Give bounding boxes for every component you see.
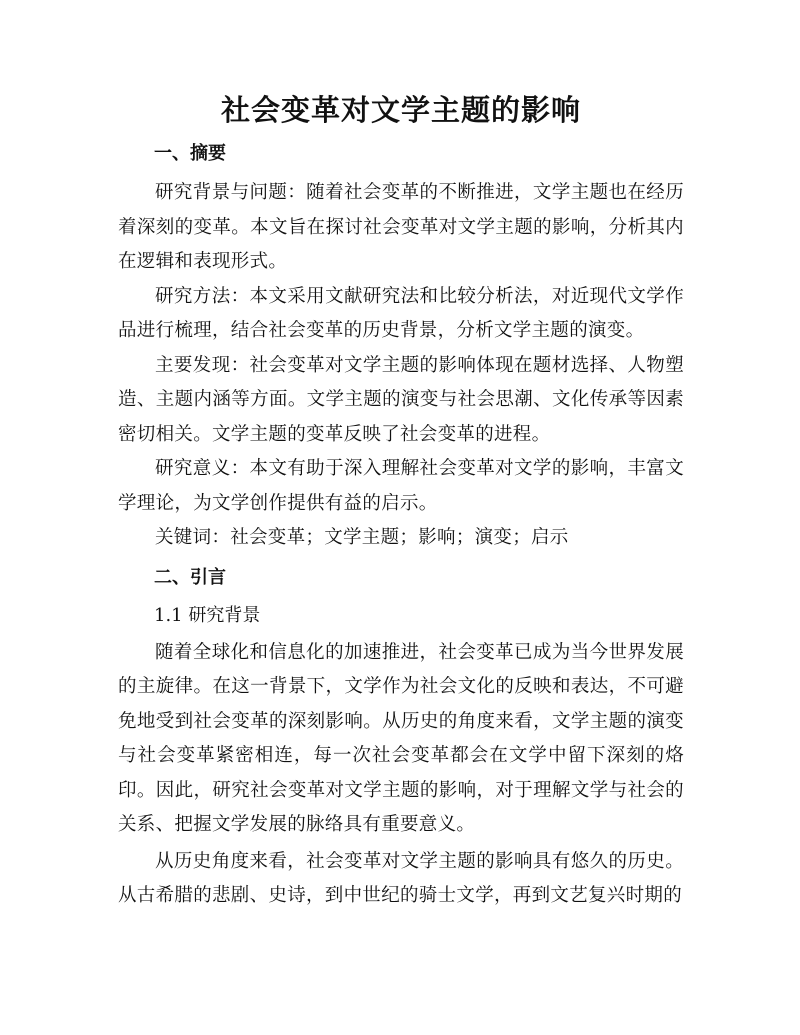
keywords-line: 关键词：社会变革；文学主题；影响；演变；启示 — [155, 527, 569, 548]
introduction-paragraph-1: 随着全球化和信息化的加速推进，社会变革已成为当今世界发展的主旋律。在这一背景下，文学作为社会文化的反映和表达，不可避免地受到社会变革的深刻影响。从历史的角度来看，文学主题的演变与社会变革紧密相连，每一次社会变革都会在文学中留下深刻的烙印。因此，研究社会变革对文学主题的影响，对于理解文学与社会的关系、把握文学发展的脉络具有重要意义。 — [118, 641, 684, 835]
abstract-significance-paragraph: 研究意义：本文有助于深入理解社会变革对文学的影响，丰富文学理论，为文学创作提供有益的启示。 — [118, 458, 684, 514]
abstract-findings-paragraph: 主要发现：社会变革对文学主题的影响体现在题材选择、人物塑造、主题内涵等方面。文学主题的演变与社会思潮、文化传承等因素密切相关。文学主题的变革反映了社会变革的进程。 — [118, 354, 684, 445]
section-heading-introduction: 二、引言 — [154, 566, 226, 588]
introduction-paragraph-2: 从历史角度来看，社会变革对文学主题的影响具有悠久的历史。从古希腊的悲剧、史诗，到中世纪的骑士文学，再到文艺复兴时期的 — [118, 850, 684, 906]
document-body — [118, 88, 684, 914]
document-title: 社会变革对文学主题的影响 — [220, 93, 581, 127]
section-heading-abstract: 一、摘要 — [154, 143, 226, 164]
abstract-method-paragraph: 研究方法：本文采用文献研究法和比较分析法，对近现代文学作品进行梳理，结合社会变革的历史背景，分析文学主题的演变。 — [118, 285, 684, 341]
subsection-heading-background: 1.1 研究背景 — [154, 604, 261, 626]
abstract-background-paragraph: 研究背景与问题：随着社会变革的不断推进，文学主题也在经历着深刻的变革。本文旨在探讨社会变革对文学主题的影响，分析其内在逻辑和表现形式。 — [118, 182, 684, 272]
